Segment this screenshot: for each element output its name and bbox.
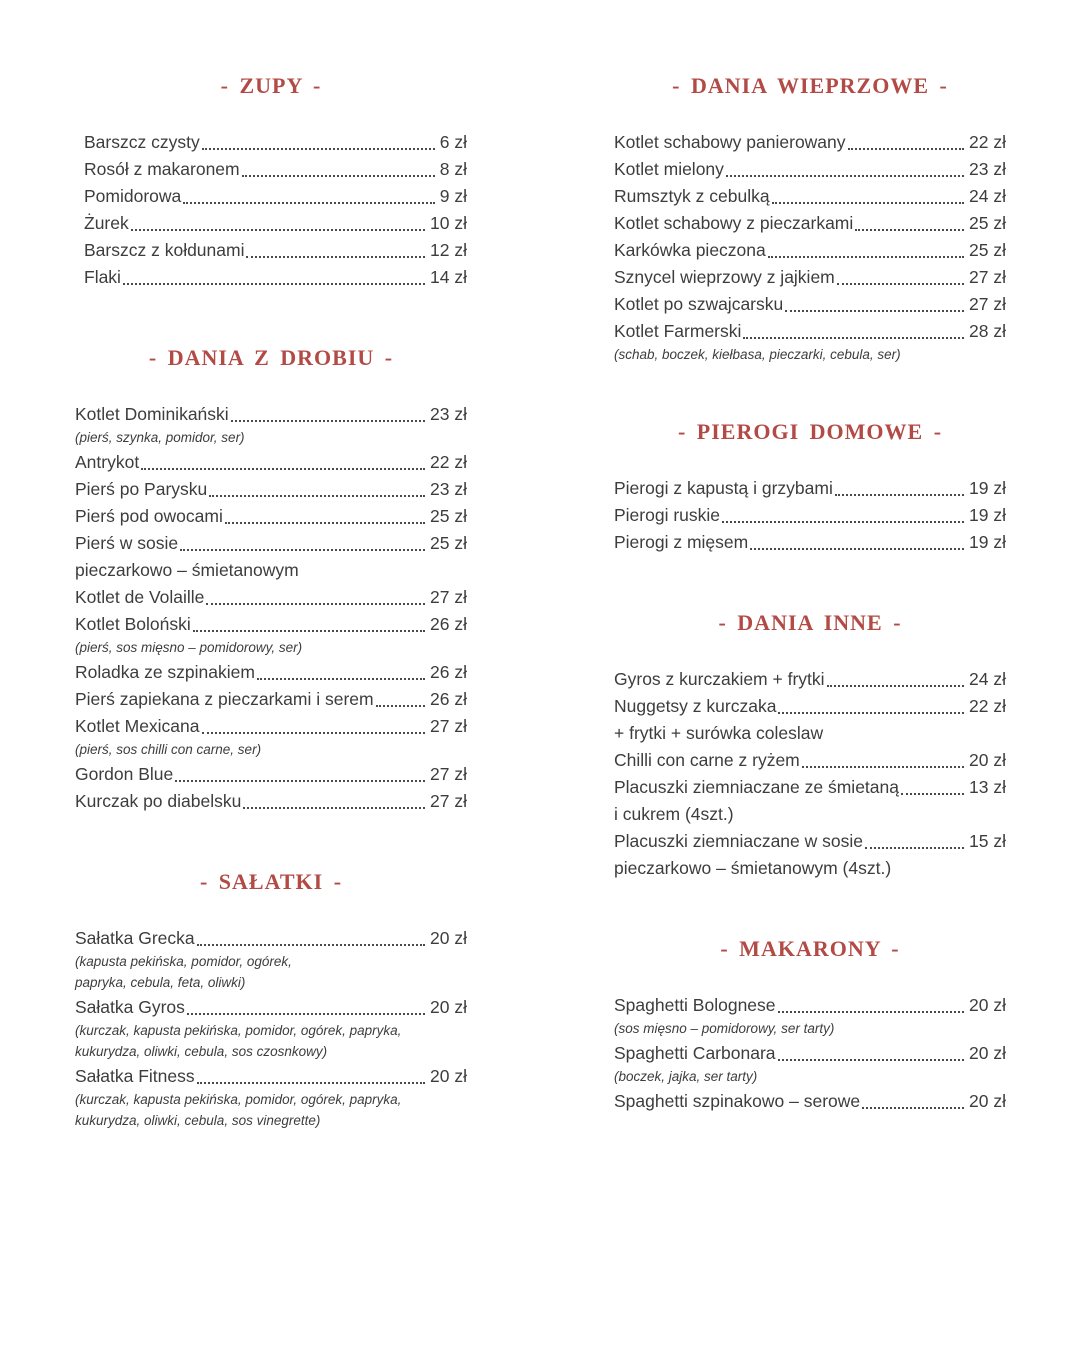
dotted-leader (778, 1040, 965, 1061)
dotted-leader (837, 264, 964, 285)
item-description: (pierś, sos chilli con carne, ser) (75, 742, 262, 757)
item-price: 26 zł (430, 614, 467, 634)
dotted-leader (722, 502, 964, 523)
item-name: Spaghetti Bolognese (614, 995, 776, 1015)
dotted-leader (180, 530, 425, 551)
item-name: Pierś w sosie (75, 533, 179, 553)
dotted-leader (901, 774, 964, 795)
menu-item (614, 129, 1006, 155)
item-name: Pomidorowa (84, 186, 182, 206)
item-price: 27 zł (430, 716, 467, 736)
menu-item (75, 210, 467, 236)
section-items (614, 129, 1006, 364)
item-name: Gordon Blue (75, 764, 174, 784)
item-price: 20 zł (969, 1043, 1006, 1063)
dotted-leader (257, 659, 425, 680)
item-name: Pierogi z mięsem (614, 532, 749, 552)
item-name: Nuggetsy z kurczaka (614, 696, 777, 716)
item-price: 26 zł (430, 689, 467, 709)
menu-item (75, 1063, 467, 1089)
menu-item (614, 1040, 1006, 1066)
menu-item (614, 237, 1006, 263)
item-name: Pierś po Parysku (75, 479, 208, 499)
menu-item (75, 611, 467, 637)
item-name: Kotlet schabowy panierowany (614, 132, 846, 152)
item-name: Antrykot (75, 452, 140, 472)
menu-item (75, 530, 467, 556)
item-description: (sos mięsno – pomidorowy, ser tarty) (614, 1021, 835, 1036)
item-price: 20 zł (969, 750, 1006, 770)
item-price: 14 zł (430, 267, 467, 287)
menu-item (614, 475, 1006, 501)
section-items (614, 992, 1006, 1114)
menu-section (614, 936, 1006, 1114)
item-price: 23 zł (430, 404, 467, 424)
menu-item (614, 529, 1006, 555)
dotted-leader (193, 611, 425, 632)
dotted-leader (225, 503, 425, 524)
menu-item (75, 476, 467, 502)
item-description: (pierś, szynka, pomidor, ser) (75, 430, 245, 445)
dotted-leader (209, 476, 425, 497)
dotted-leader (802, 747, 964, 768)
dotted-leader (242, 156, 435, 177)
item-name-continuation: + frytki + surówka coleslaw (614, 723, 824, 743)
item-name: Pierś pod owocami (75, 506, 223, 526)
item-name: Kotlet Boloński (75, 614, 191, 634)
item-price: 20 zł (430, 997, 467, 1017)
section-title: - PIEROGI DOMOWE - (677, 419, 943, 444)
menu-item (614, 992, 1006, 1018)
item-price: 13 zł (969, 777, 1006, 797)
item-price: 22 zł (969, 696, 1006, 716)
item-price: 9 zł (439, 186, 467, 206)
item-description: papryka, cebula, feta, oliwki) (75, 975, 246, 990)
dotted-leader (197, 925, 425, 946)
item-name: Kotlet mielony (614, 159, 724, 179)
dotted-leader (778, 693, 964, 714)
dotted-leader (206, 584, 425, 605)
menu-item (75, 237, 467, 263)
item-price: 10 zł (430, 213, 467, 233)
item-price: 19 zł (969, 505, 1006, 525)
item-name: Rumsztyk z cebulką (614, 186, 770, 206)
item-price: 15 zł (969, 831, 1006, 851)
item-name: Sznycel wieprzowy z jajkiem (614, 267, 835, 287)
item-name: Kotlet po szwajcarsku (614, 294, 784, 314)
item-price: 22 zł (430, 452, 467, 472)
item-price: 19 zł (969, 478, 1006, 498)
section-title: - SAŁATKI - (199, 869, 343, 894)
menu-item (614, 828, 1006, 854)
dotted-leader (743, 318, 964, 339)
item-name: Kotlet de Volaille (75, 587, 205, 607)
menu-section (75, 869, 467, 1130)
section-items (614, 475, 1006, 555)
item-price: 20 zł (969, 1091, 1006, 1111)
dotted-leader (778, 992, 965, 1013)
item-price: 25 zł (969, 240, 1006, 260)
item-description: (kurczak, kapusta pekińska, pomidor, ogórek, papryka, (75, 1092, 402, 1107)
menu-column-right (614, 73, 1006, 1169)
dotted-leader (231, 401, 425, 422)
item-price: 23 zł (430, 479, 467, 499)
item-name-continuation: pieczarkowo – śmietanowym (75, 560, 299, 580)
item-name: Placuszki ziemniaczane ze śmietaną (614, 777, 899, 797)
section-title: - ZUPY - (220, 73, 322, 98)
item-name: Pierogi z kapustą i grzybami (614, 478, 833, 498)
item-price: 24 zł (969, 186, 1006, 206)
menu-item (75, 156, 467, 182)
menu-section (614, 610, 1006, 881)
dotted-leader (772, 183, 964, 204)
item-name: Żurek (84, 213, 129, 233)
menu-item (75, 129, 467, 155)
menu-section (614, 73, 1006, 364)
item-name: Sałatka Fitness (75, 1066, 195, 1086)
menu-item (75, 401, 467, 427)
item-name: Spaghetti szpinakowo – serowe (614, 1091, 861, 1111)
dotted-leader (827, 666, 965, 687)
dotted-leader (202, 129, 435, 150)
dotted-leader (750, 529, 964, 550)
dotted-leader (835, 475, 964, 496)
item-description: (schab, boczek, kiełbasa, pieczarki, cebula, ser) (614, 347, 901, 362)
dotted-leader (862, 1088, 964, 1109)
dotted-leader (175, 761, 425, 782)
item-name: Roladka ze szpinakiem (75, 662, 255, 682)
dotted-leader (865, 828, 964, 849)
menu-item (75, 761, 467, 787)
dotted-leader (785, 291, 964, 312)
item-name: Karkówka pieczona (614, 240, 766, 260)
menu-item (614, 318, 1006, 344)
dotted-leader (141, 449, 425, 470)
section-items (75, 401, 467, 814)
dotted-leader (246, 237, 425, 258)
item-price: 20 zł (430, 928, 467, 948)
menu-column-left (75, 73, 467, 1185)
item-name-continuation: pieczarkowo – śmietanowym (4szt.) (614, 858, 892, 878)
item-description: (kapusta pekińska, pomidor, ogórek, (75, 954, 292, 969)
dotted-leader (187, 994, 425, 1015)
item-name: Barszcz czysty (84, 132, 200, 152)
dotted-leader (183, 183, 434, 204)
dotted-leader (848, 129, 965, 150)
item-name: Gyros z kurczakiem + frytki (614, 669, 825, 689)
dotted-leader (123, 264, 425, 285)
dotted-leader (726, 156, 964, 177)
item-price: 25 zł (430, 533, 467, 553)
section-title: - DANIA WIEPRZOWE - (672, 73, 948, 98)
menu-item (75, 788, 467, 814)
item-price: 26 zł (430, 662, 467, 682)
menu-item (614, 1088, 1006, 1114)
dotted-leader (197, 1063, 425, 1084)
menu-section (75, 73, 467, 290)
menu-item (75, 584, 467, 610)
menu-item (75, 449, 467, 475)
menu-section (614, 419, 1006, 555)
menu-item (614, 156, 1006, 182)
menu-item (614, 693, 1006, 719)
menu-item (614, 747, 1006, 773)
dotted-leader (768, 237, 964, 258)
menu-item (614, 774, 1006, 800)
item-price: 20 zł (969, 995, 1006, 1015)
menu-item (75, 686, 467, 712)
item-price: 27 zł (969, 267, 1006, 287)
item-name: Sałatka Grecka (75, 928, 195, 948)
item-name: Kotlet Farmerski (614, 321, 742, 341)
section-title: - DANIA Z DROBIU - (148, 345, 394, 370)
item-description: (kurczak, kapusta pekińska, pomidor, ogórek, papryka, (75, 1023, 402, 1038)
dotted-leader (131, 210, 425, 231)
section-title: - MAKARONY - (720, 936, 900, 961)
item-name: Pierogi ruskie (614, 505, 721, 525)
menu-item (614, 291, 1006, 317)
item-price: 27 zł (969, 294, 1006, 314)
item-description: (pierś, sos mięsno – pomidorowy, ser) (75, 640, 303, 655)
item-name: Kotlet Mexicana (75, 716, 200, 736)
menu-section (75, 345, 467, 814)
item-price: 12 zł (430, 240, 467, 260)
item-name: Pierś zapiekana z pieczarkami i serem (75, 689, 374, 709)
section-title: - DANIA INNE - (718, 610, 902, 635)
item-price: 8 zł (439, 159, 467, 179)
item-price: 20 zł (430, 1066, 467, 1086)
section-items (75, 129, 467, 290)
menu-item (614, 264, 1006, 290)
item-name: Kotlet schabowy z pieczarkami (614, 213, 854, 233)
menu-item (614, 183, 1006, 209)
item-name: Sałatka Gyros (75, 997, 185, 1017)
item-price: 28 zł (969, 321, 1006, 341)
item-name: Flaki (84, 267, 121, 287)
item-name: Spaghetti Carbonara (614, 1043, 776, 1063)
menu-item (614, 666, 1006, 692)
dotted-leader (243, 788, 425, 809)
dotted-leader (376, 686, 425, 707)
item-price: 23 zł (969, 159, 1006, 179)
item-name: Rosół z makaronem (84, 159, 240, 179)
section-items (75, 925, 467, 1130)
item-description: kukurydza, oliwki, cebula, sos vinegrette) (75, 1113, 321, 1128)
item-name-continuation: i cukrem (4szt.) (614, 804, 734, 824)
item-price: 27 zł (430, 587, 467, 607)
dotted-leader (202, 713, 426, 734)
item-price: 19 zł (969, 532, 1006, 552)
dotted-leader (855, 210, 964, 231)
menu-item (614, 210, 1006, 236)
menu-item (75, 994, 467, 1020)
item-price: 27 zł (430, 764, 467, 784)
item-price: 6 zł (439, 132, 467, 152)
item-description: (boczek, jajka, ser tarty) (614, 1069, 758, 1084)
menu-item (614, 502, 1006, 528)
item-name: Kurczak po diabelsku (75, 791, 242, 811)
item-name: Barszcz z kołdunami (84, 240, 245, 260)
section-items (614, 666, 1006, 881)
item-price: 25 zł (969, 213, 1006, 233)
menu-item (75, 659, 467, 685)
item-name: Placuszki ziemniaczane w sosie (614, 831, 863, 851)
menu-item (75, 503, 467, 529)
item-name: Kotlet Dominikański (75, 404, 229, 424)
item-name: Chilli con carne z ryżem (614, 750, 800, 770)
item-price: 27 zł (430, 791, 467, 811)
item-price: 24 zł (969, 669, 1006, 689)
menu-item (75, 925, 467, 951)
item-price: 25 zł (430, 506, 467, 526)
menu-item (75, 264, 467, 290)
item-price: 22 zł (969, 132, 1006, 152)
item-description: kukurydza, oliwki, cebula, sos czosnkowy) (75, 1044, 328, 1059)
menu-item (75, 183, 467, 209)
menu-item (75, 713, 467, 739)
